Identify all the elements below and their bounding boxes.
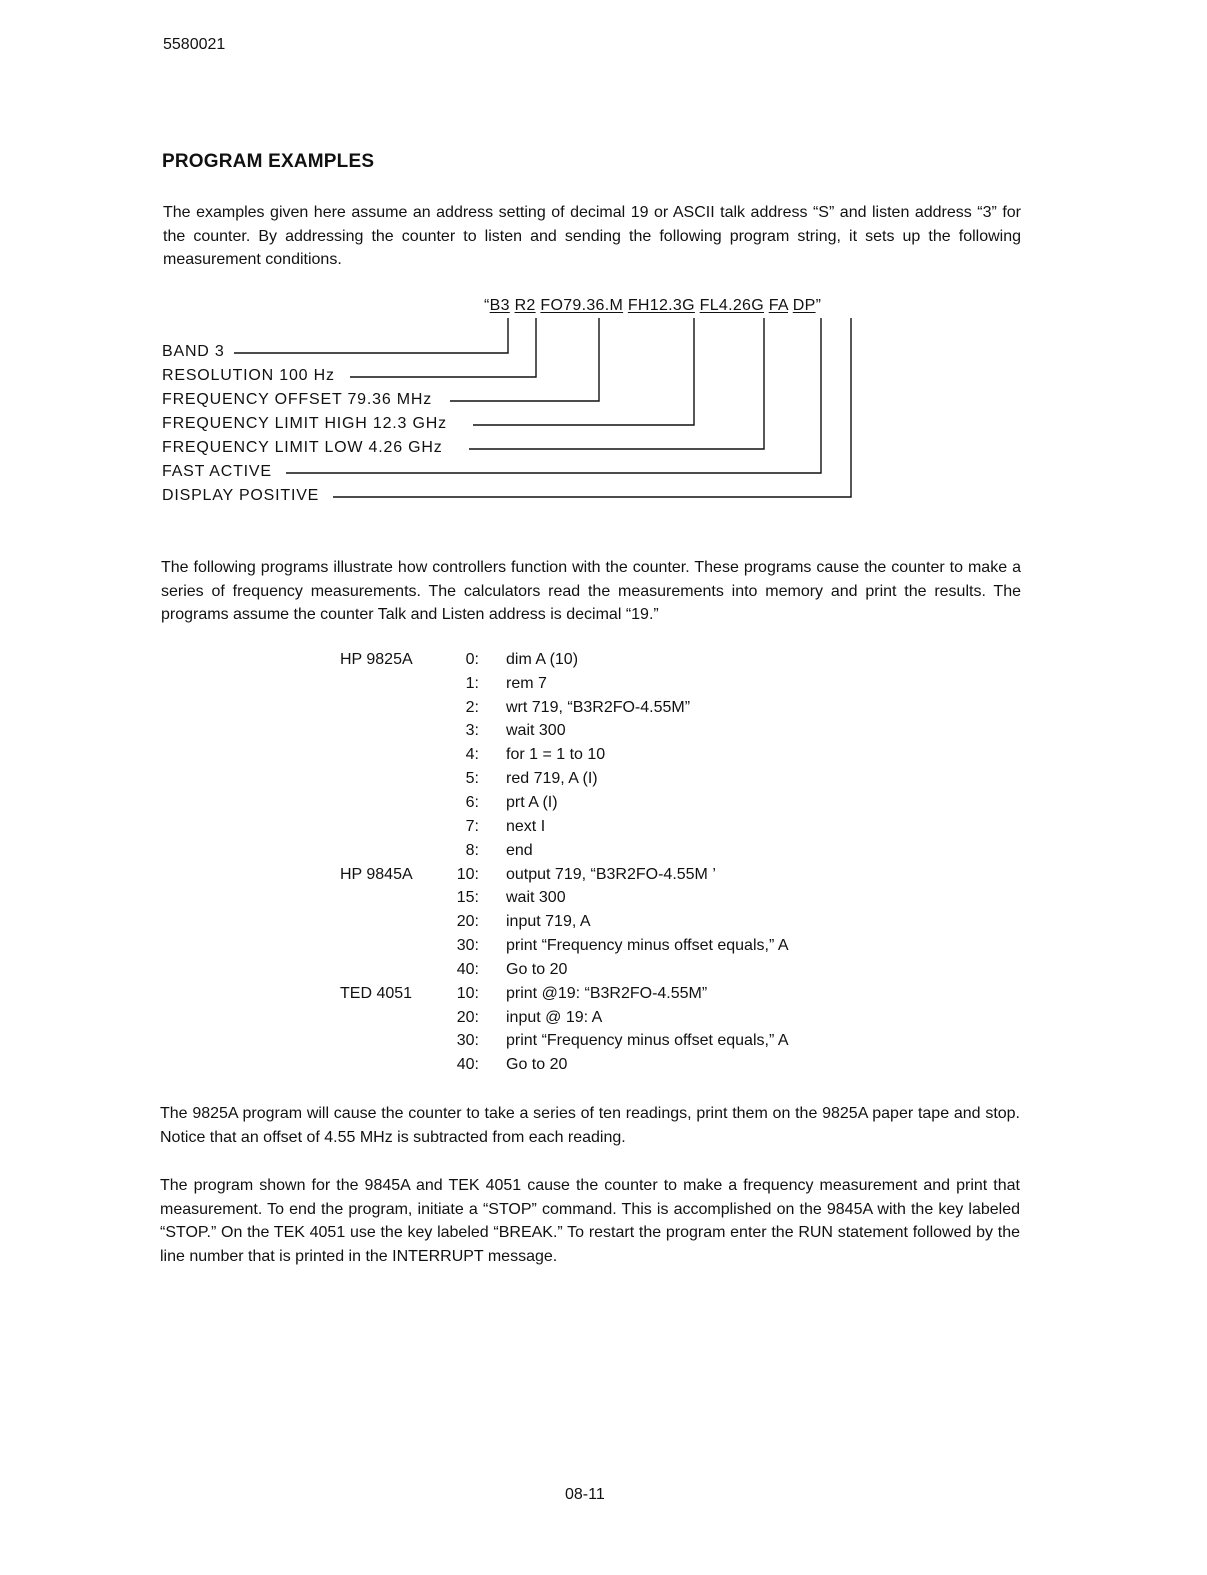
controller-ted-4051: TED 4051: [340, 985, 413, 1002]
controllers-paragraph: The following programs illustrate how controllers function with the counter. These programs cause the counter to make a series of frequency measurements. The calculators read the measurements into memory and print the results. The programs assume the counter Talk and Listen address is decimal “19.”: [161, 559, 1021, 623]
condition-frequency-limit-low: FREQUENCY LIMIT LOW 4.26 GHz: [162, 439, 443, 456]
code-line: end: [506, 842, 533, 859]
code-line: rem 7: [506, 675, 547, 692]
condition-frequency-limit-high: FREQUENCY LIMIT HIGH 12.3 GHz: [162, 415, 447, 432]
token-fo: FO79.36.M: [540, 297, 624, 314]
line-number: 3:: [465, 722, 479, 739]
code-line: print “Frequency minus offset equals,” A: [506, 937, 789, 954]
code-line: for 1 = 1 to 10: [506, 746, 606, 763]
program-string-open-quote: “: [484, 297, 490, 314]
code-line: input @ 19: A: [506, 1009, 603, 1026]
code-line: wait 300: [506, 722, 566, 739]
token-b3: B3: [489, 297, 510, 314]
line-number: 15:: [456, 889, 479, 906]
page-number: 08-11: [565, 1486, 605, 1503]
connector-band: [234, 318, 508, 353]
line-number: 0:: [465, 651, 479, 668]
code-line: next I: [506, 818, 546, 835]
code-line: output 719, “B3R2FO-4.55M ’: [506, 866, 716, 883]
connector-limit-high: [473, 318, 694, 425]
token-fa: FA: [768, 297, 789, 314]
paragraph-9825a: The 9825A program will cause the counter to take a series of ten readings, print them on the 9825A paper tape and stop. Notice that an offset of 4.55 MHz is subtracted from each reading.: [160, 1105, 1020, 1146]
intro-paragraph: The examples given here assume an address setting of decimal 19 or ASCII talk address “S” and listen address “3” for the counter. By addressing the counter to listen and sending the following program string, it sets up the following measurement conditions.: [163, 204, 1021, 268]
code-line: wait 300: [506, 889, 566, 906]
code-line: print “Frequency minus offset equals,” A: [506, 1032, 789, 1049]
condition-resolution: RESOLUTION 100 Hz: [162, 367, 335, 384]
controller-hp-9825a: HP 9825A: [340, 651, 413, 668]
code-line: prt A (I): [506, 794, 558, 811]
condition-display-positive: DISPLAY POSITIVE: [162, 487, 320, 504]
program-string-close-quote: ”: [815, 297, 822, 314]
token-dp: DP: [792, 297, 816, 314]
code-line: print @19: “B3R2FO-4.55M”: [506, 985, 708, 1002]
code-line: Go to 20: [506, 1056, 568, 1073]
paragraph-9845a-tek4051: The program shown for the 9845A and TEK 4051 cause the counter to make a frequency measurement and print that measurement. To end the program, initiate a “STOP” command. This is accomplished on the 9845A with the key labeled “STOP.” On the TEK 4051 use the key labeled “BREAK.” To restart the program enter the RUN statement followed by the line number that is printed in the INTERRUPT message.: [160, 1177, 1020, 1265]
line-number: 5:: [465, 770, 479, 787]
token-fh: FH12.3G: [627, 297, 695, 314]
condition-fast-active: FAST ACTIVE: [162, 463, 272, 480]
line-number: 2:: [465, 699, 479, 716]
connector-fast-active: [286, 318, 821, 473]
connector-display-positive: [333, 318, 851, 497]
connector-lines: [0, 0, 1207, 560]
line-number: 40:: [456, 1056, 479, 1073]
code-line: wrt 719, “B3R2FO-4.55M”: [506, 699, 691, 716]
line-number: 30:: [456, 937, 479, 954]
condition-frequency-offset: FREQUENCY OFFSET 79.36 MHz: [162, 391, 433, 408]
line-number: 20:: [456, 1009, 479, 1026]
code-line: red 719, A (I): [506, 770, 598, 787]
token-r2: R2: [514, 297, 536, 314]
line-number: 1:: [465, 675, 479, 692]
condition-band: BAND 3: [162, 343, 225, 360]
line-number: 7:: [465, 818, 479, 835]
line-number: 10:: [456, 985, 479, 1002]
line-number: 8:: [465, 842, 479, 859]
controller-hp-9845a: HP 9845A: [340, 866, 413, 883]
code-line: dim A (10): [506, 651, 579, 668]
connector-limit-low: [469, 318, 764, 449]
token-fl: FL4.26G: [699, 297, 764, 314]
code-line: input 719, A: [506, 913, 591, 930]
line-number: 6:: [465, 794, 479, 811]
line-number: 30:: [456, 1032, 479, 1049]
line-number: 20:: [456, 913, 479, 930]
line-number: 40:: [456, 961, 479, 978]
line-number: 10:: [456, 866, 479, 883]
code-line: Go to 20: [506, 961, 568, 978]
line-number: 4:: [465, 746, 479, 763]
section-title: PROGRAM EXAMPLES: [162, 151, 375, 172]
connector-offset: [450, 318, 599, 401]
document-number: 5580021: [163, 36, 226, 53]
